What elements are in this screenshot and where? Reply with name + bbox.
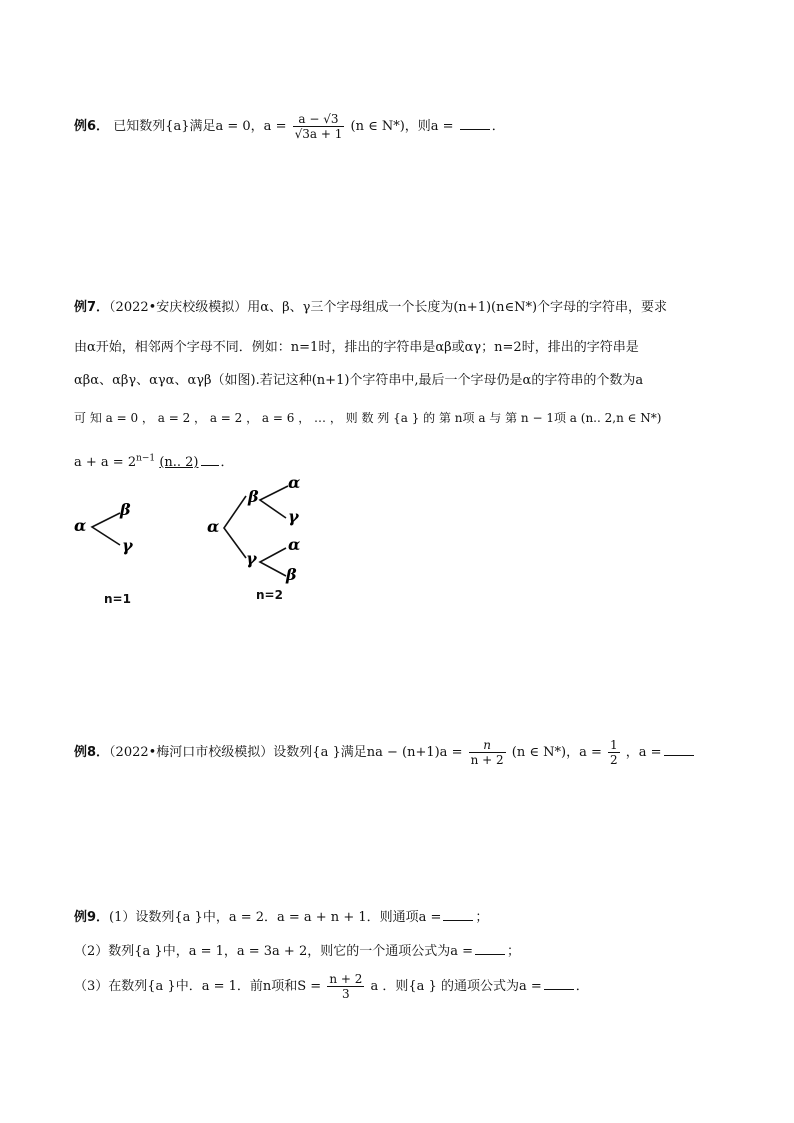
example-8-answer-blank [664,743,694,756]
example-7-answer-blank [201,453,219,466]
example-6-text-7: ． [491,119,505,134]
example-8-fraction-2 [608,738,620,767]
example-6-text-1: 已知数列{a [113,119,182,134]
example-6-text-5: (n ∈ N*)，则a [350,119,439,134]
tree-diagram-n2 [202,470,322,585]
tree-n1-label: n=1 [104,592,131,606]
tree-n2-top-gamma: γ [288,507,299,526]
example-9-line-1-end: ； [475,910,489,925]
example-9-line-3 [74,972,589,1001]
tree-n1-gamma: γ [122,536,133,555]
tree-n2-branch-top [260,486,288,518]
tree-n2-gamma: γ [246,549,257,568]
example-9-line-2-end: ； [507,944,521,959]
tree-n1-beta: β [120,500,131,519]
example-6 [74,112,505,141]
example-9-answer-blank-1 [443,908,473,921]
tree-n1-branch [92,513,120,545]
example-7-line-1 [74,296,667,315]
tree-diagram-n1 [70,495,170,565]
example-9-line-1-text: (1）设数列{a }中，a = 2．a = a + n + 1．则通项a = [109,910,442,925]
tree-n2-bottom-alpha: α [288,535,301,554]
example-9-line-3-end: ． [575,979,589,994]
tree-n2-branch-bottom [260,548,286,576]
example-8-numerator-2: 1 [610,738,618,752]
example-9-denominator: 3 [342,987,350,1001]
example-8-denominator-2: 2 [610,753,618,767]
example-9-line-3-text-a: （3）在数列{a }中．a = 1．前n项和S = [74,979,322,994]
tree-n2-label: n=2 [256,588,283,602]
example-8-denominator: n + 2 [470,753,504,767]
example-9-line-2-text: （2）数列{a }中，a = 1，a = 3a + 2，则它的一个通项公式为a = [74,944,474,959]
example-9-answer-blank-3 [544,977,574,990]
example-6-text-6: = [438,119,454,134]
example-7-label: 例7． [74,300,110,315]
example-7-exponent: n−1 [136,453,156,464]
example-9-fraction [327,972,364,1001]
tree-n2-top-alpha: α [288,473,301,492]
example-6-denominator: √3a + 1 [294,127,343,141]
example-6-answer-blank [460,117,490,130]
example-7-line-2: 由α开始，相邻两个字母不同．例如：n=1时，排出的字符串是αβ或αγ；n=2时，排出的字符串是 [74,340,639,355]
example-9-answer-blank-2 [475,942,505,955]
example-6-label: 例6． [74,119,110,134]
tree-n2-branch-root [224,496,246,558]
example-8-text-1: （2022•梅河口市校级模拟）设数列{a }满足na − (n+1)a = [109,745,463,760]
example-7-line-4: 可 知 a = 0 ， a = 2 ， a = 2 ， a = 6 ， … ， 则 数 列 {a } 的 第 n项 a 与 第 n − 1项 a (n.. 2,n ∈ N*) [74,411,662,425]
example-9-label: 例9． [74,910,110,925]
example-9-numerator: n + 2 [329,972,363,986]
example-7-line-5b: (n.. 2) [159,455,199,470]
tree-n2-beta: β [248,487,259,506]
example-9-line-3-text-b: a ．则{a } 的通项公式为a = [370,979,542,994]
example-6-text-2: }满足a [181,119,224,134]
example-8-numerator: n [469,738,506,753]
example-8 [74,738,696,767]
tree-n2-alpha: α [207,517,220,536]
example-9-line-1 [74,906,488,925]
example-7-line-5: $a + a = 2^{n-1}$ (n.. 2) ． [74,453,234,470]
example-7-line-5a: a + a = 2 [74,455,137,470]
example-6-text-3: = 0，a [223,119,272,134]
example-8-fraction [469,738,506,767]
example-7-line-3: αβα、αβγ、αγα、αγβ（如图).若记这种(n+1)个字符串中,最后一个字母仍是α的字符串的个数为a [74,373,644,388]
tree-n2-bottom-beta: β [286,565,297,584]
tree-n1-alpha: α [74,516,87,535]
example-8-text-3: ，a = [625,745,662,760]
example-6-fraction [293,112,345,141]
example-9-line-2 [74,940,520,959]
example-6-text-4: = [271,119,287,134]
example-6-numerator: a − √3 [293,112,345,127]
example-8-text-2: (n ∈ N*)，a = [511,745,602,760]
example-8-label: 例8． [74,745,110,760]
example-7-line-1-text: （2022•安庆校级模拟）用α、β、γ三个字母组成一个长度为(n+1)(n∈N*)个字母的字符串，要求 [109,300,668,315]
